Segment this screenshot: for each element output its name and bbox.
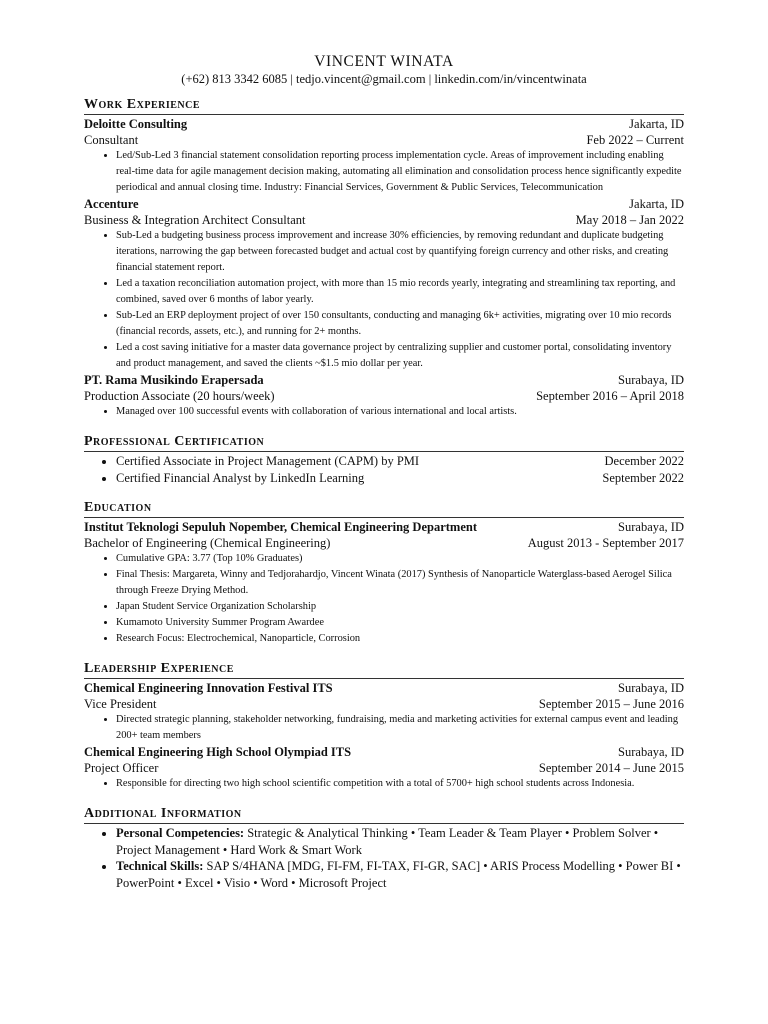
education-entry-its [84,519,684,647]
bullet-item: • Research Focus: Electrochemical, Nanoparticle, Corrosion [116,631,684,647]
contact-line: (+62) 813 3342 6085 | tedjo.vincent@gmail.com | linkedin.com/in/vincentwinata [181,72,587,86]
section-title-leadership: Leadership Experience [84,661,684,679]
location: Surabaya, ID [618,520,684,534]
bullet-list [84,776,684,792]
bullet-item: • Responsible for directing two high school scientific competition with a total of 5700+ high school students across Indonesia. [116,776,684,792]
candidate-name: VINCENT WINATA [314,53,454,70]
location: Surabaya, ID [618,373,684,387]
dates: September 2014 – June 2015 [538,761,684,775]
section-title-work: Work Experience [84,97,684,115]
bullet-item: • Led/Sub-Led 3 financial statement consolidation reporting process implementation cycle. Areas of improvement including enabling real-time data for agile management decision making, automating all elimination and consolidation process hence significantly expedite periodical and annual closing time. Industry: Financial Services, Government & Public Services, Telecommunication [116,148,684,196]
section-title-additional: Additional Information [84,806,684,824]
org-name: Chemical Engineering High School Olympiad ITS [84,745,352,759]
bullet-item: • Sub-Led an ERP deployment project of over 150 consultants, conducting and managing 6k+ activities, migrating over 10 mio records (financial records, assets, etc.), and running for 2+ months. [116,308,684,340]
bullet-item: • Led a taxation reconciliation automation project, with more than 15 mio records yearly, integrating and streamlining tax reporting, and combined, saved over 6 months of labor yearly. [116,276,684,308]
section-title-certification: Professional Certification [84,434,684,452]
role: Business & Integration Architect Consultant [84,213,306,227]
org-name: Accenture [84,197,139,211]
location: Surabaya, ID [618,681,684,695]
org-name: Deloitte Consulting [84,117,188,131]
org-name: Institut Teknologi Sepuluh Nopember, Chemical Engineering Department [84,520,477,534]
bullet-list [84,228,684,372]
bullet-item: • Final Thesis: Margareta, Winny and Tedjorahardjo, Vincent Winata (2017) Synthesis of Nanoparticle Waterglass-based Aerogel Silica through Freeze Drying Method. [116,567,684,599]
bullet-list [84,551,684,647]
additional-info-item [116,858,684,891]
location: Surabaya, ID [618,745,684,759]
role: Production Associate (20 hours/week) [84,389,275,403]
role: Vice President [84,697,157,711]
role: Project Officer [84,761,159,775]
bullet-item: • Japan Student Service Organization Scholarship [116,599,684,615]
certification-list [84,453,684,486]
leadership-entry-innovation-festival [84,680,684,744]
additional-info-text: Strategic & Analytical Thinking • Team Leader & Team Player • Problem Solver • Project Management • Hard Work & Smart Work [116,826,659,857]
location: Jakarta, ID [629,197,684,211]
role: Consultant [84,133,139,147]
org-name: PT. Rama Musikindo Erapersada [84,373,264,387]
bullet-item: • Cumulative GPA: 3.77 (Top 10% Graduates) [116,551,684,567]
work-entry-deloitte [84,116,684,196]
dates: August 2013 - September 2017 [527,536,684,550]
certification-date: December 2022 [604,454,684,468]
bullet-item: • Directed strategic planning, stakeholder networking, fundraising, media and marketing activities for external campus event and leading 200+ team members [116,712,684,744]
location: Jakarta, ID [629,117,684,131]
section-title-education: Education [84,500,684,518]
degree: Bachelor of Engineering (Chemical Engineering) [84,536,331,550]
bullet-item: • Managed over 100 successful events with collaboration of various international and local artists. [116,404,684,420]
bullet-list [84,404,684,420]
dates: September 2015 – June 2016 [538,697,684,711]
work-entry-accenture [84,196,684,372]
bullet-list [84,148,684,196]
additional-info-list [84,825,684,891]
certification-item [116,453,684,470]
dates: May 2018 – Jan 2022 [575,213,684,227]
bullet-item: • Sub-Led a budgeting business process improvement and increase 30% efficiencies, by removing redundant and duplicate budgeting iterations, narrowing the gap between forecasted budget and actual cost by quantifying foreign currency and other risks, and creating financial statement report. [116,228,684,276]
bullet-list [84,712,684,744]
certification-name: Certified Associate in Project Management (CAPM) by PMI [116,454,420,468]
additional-info-text: SAP S/4HANA [MDG, FI-FM, FI-TAX, FI-GR, SAC] • ARIS Process Modelling • Power BI • PowerPoint • Excel • Visio • Word • Microsoft Project [116,859,681,890]
additional-info-item [116,825,684,858]
certification-item [116,470,684,487]
bullet-item: • Kumamoto University Summer Program Awardee [116,615,684,631]
dates: September 2016 – April 2018 [536,389,684,403]
certification-date: September 2022 [602,470,684,485]
certification-name: Certified Financial Analyst by LinkedIn Learning [116,470,365,485]
bullet-item: • Led a cost saving initiative for a master data governance project by centralizing supplier and customer portal, consolidating inventory and product management, and saved the clients ~$1.5 mio dollar per year. [116,340,684,372]
additional-info-label: Technical Skills: [116,859,204,873]
dates: Feb 2022 – Current [586,133,684,147]
additional-info-label: Personal Competencies: [116,826,245,840]
org-name: Chemical Engineering Innovation Festival ITS [84,681,333,695]
leadership-entry-high-school-olympiad [84,744,684,792]
work-entry-rama-musikindo [84,372,684,420]
